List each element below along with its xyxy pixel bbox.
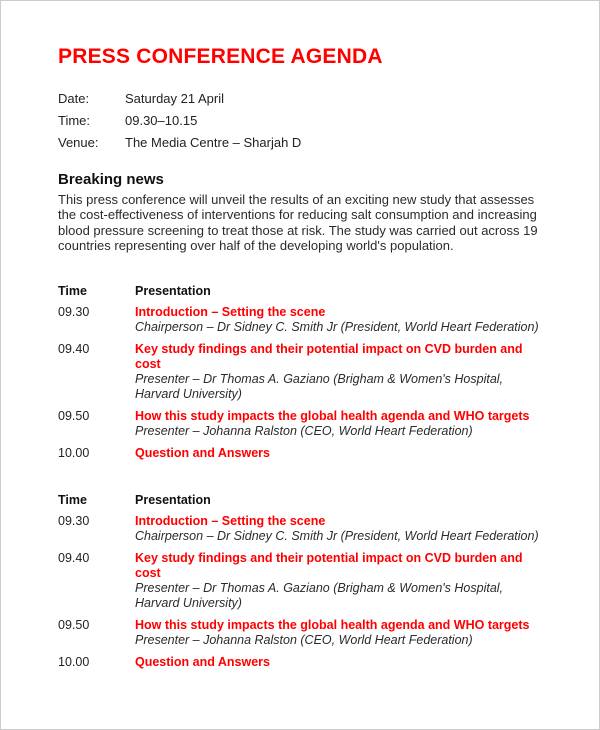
- agenda-table-header: [58, 284, 547, 299]
- event-info-block: [58, 91, 547, 150]
- agenda-item-title: How this study impacts the global health agenda and WHO targets: [135, 618, 530, 633]
- agenda-item-subtitle: Presenter – Johanna Ralston (CEO, World Heart Federation): [135, 633, 473, 648]
- agenda-presentation: [135, 305, 549, 335]
- info-row-time: [58, 113, 547, 128]
- agenda-item-subtitle: Chairperson – Dr Sidney C. Smith Jr (President, World Heart Federation): [135, 320, 539, 335]
- agenda-presentation: [135, 655, 549, 670]
- agenda-row: [58, 443, 547, 465]
- agenda-item-title: Question and Answers: [135, 446, 270, 461]
- info-row-date: [58, 91, 547, 106]
- info-label-venue: Venue:: [58, 135, 99, 150]
- section-heading-breaking-news: Breaking news: [58, 171, 164, 188]
- agenda-presentation: [135, 342, 549, 402]
- column-header-time: Time: [58, 492, 87, 507]
- agenda-presentation: [135, 551, 549, 611]
- agenda-time: 09.30: [58, 305, 90, 320]
- column-header-presentation: Presentation: [135, 283, 211, 298]
- info-row-venue: [58, 135, 547, 150]
- column-header-time: Time: [58, 283, 87, 298]
- section-body-paragraph: This press conference will unveil the results of an exciting new study that assesses the cost-effectiveness of interventions for reducing salt consumption and increasing blood pressure screening to treat those at risk. The study was carried out across 19 countries representing over half of the developing world's population.: [58, 192, 538, 254]
- agenda-presentation: [135, 446, 549, 461]
- agenda-row: [58, 511, 547, 548]
- agenda-row: [58, 652, 547, 674]
- info-label-date: Date:: [58, 91, 90, 106]
- agenda-table-2: [58, 493, 547, 674]
- page-title: PRESS CONFERENCE AGENDA: [58, 45, 383, 68]
- agenda-time: 09.40: [58, 342, 90, 357]
- agenda-time: 10.00: [58, 446, 90, 461]
- info-label-time: Time:: [58, 113, 91, 128]
- agenda-item-title: How this study impacts the global health agenda and WHO targets: [135, 409, 530, 424]
- agenda-item-title: Key study findings and their potential impact on CVD burden and cost: [135, 342, 523, 372]
- agenda-time: 09.50: [58, 618, 90, 633]
- agenda-time: 10.00: [58, 655, 90, 670]
- info-value-date: Saturday 21 April: [125, 91, 225, 106]
- agenda-item-subtitle: Presenter – Dr Thomas A. Gaziano (Brigham & Women's Hospital, Harvard University): [135, 372, 504, 402]
- agenda-presentation: [135, 514, 549, 544]
- agenda-item-title: Introduction – Setting the scene: [135, 305, 326, 320]
- agenda-time: 09.30: [58, 514, 90, 529]
- agenda-row: [58, 615, 547, 652]
- agenda-row: [58, 406, 547, 443]
- agenda-table-header: [58, 493, 547, 508]
- agenda-item-subtitle: Presenter – Johanna Ralston (CEO, World Heart Federation): [135, 424, 473, 439]
- agenda-presentation: [135, 409, 549, 439]
- info-value-venue: The Media Centre – Sharjah D: [125, 135, 302, 150]
- column-header-presentation: Presentation: [135, 492, 211, 507]
- agenda-row: [58, 339, 547, 406]
- agenda-time: 09.50: [58, 409, 90, 424]
- agenda-item-title: Key study findings and their potential impact on CVD burden and cost: [135, 551, 523, 581]
- agenda-item-subtitle: Presenter – Dr Thomas A. Gaziano (Brigham & Women's Hospital, Harvard University): [135, 581, 504, 611]
- agenda-row: [58, 548, 547, 615]
- agenda-item-subtitle: Chairperson – Dr Sidney C. Smith Jr (President, World Heart Federation): [135, 529, 539, 544]
- info-value-time: 09.30–10.15: [125, 113, 198, 128]
- agenda-presentation: [135, 618, 549, 648]
- agenda-item-title: Introduction – Setting the scene: [135, 514, 326, 529]
- agenda-item-title: Question and Answers: [135, 655, 270, 670]
- agenda-row: [58, 302, 547, 339]
- agenda-time: 09.40: [58, 551, 90, 566]
- agenda-table-1: [58, 284, 547, 465]
